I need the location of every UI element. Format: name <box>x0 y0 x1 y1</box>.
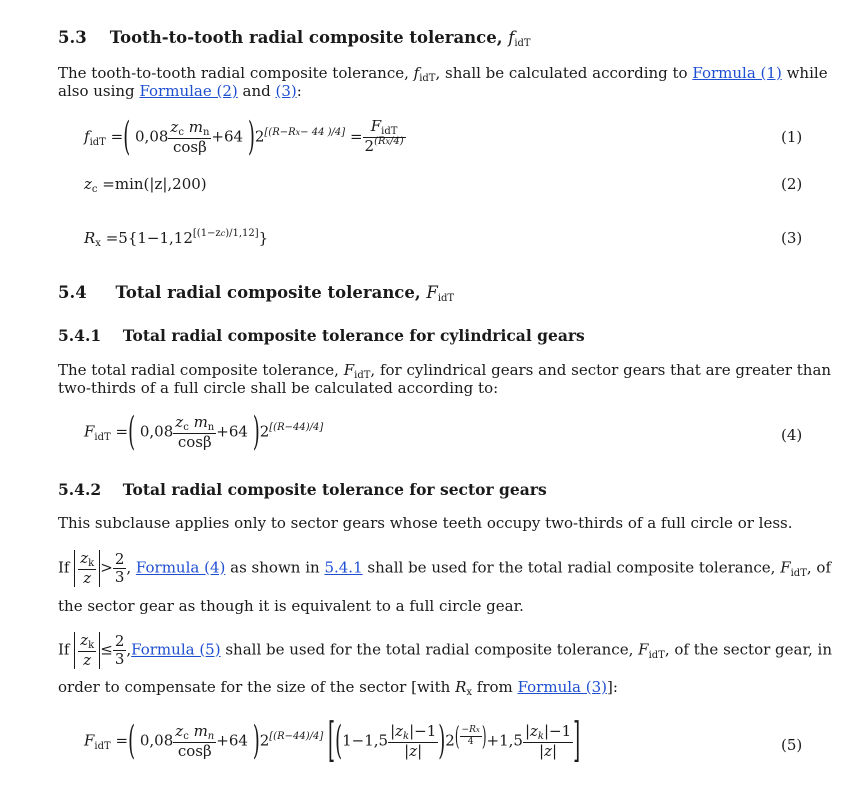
eq-sign: = <box>110 127 124 146</box>
base-two: 2 <box>259 731 270 750</box>
text: , of <box>806 558 832 577</box>
condition-2-line1 <box>58 632 832 669</box>
exponent: [(R−R <box>264 126 296 138</box>
bracket-open: [ <box>328 714 336 769</box>
operator: ≤ <box>100 640 113 659</box>
symbol-sub: idT <box>437 293 455 304</box>
fraction <box>173 414 216 451</box>
num2: m <box>188 722 208 740</box>
den: z <box>83 651 92 669</box>
text: from <box>476 678 513 696</box>
symbol: F <box>426 283 438 302</box>
eq-lhs-sub: idT <box>94 431 111 443</box>
symbol: R <box>455 678 467 696</box>
condition-1-line2: the sector gear as though it is equivalent to a full circle gear. <box>58 597 524 615</box>
text: shall be used for the total radial composite tolerance, <box>367 558 776 577</box>
symbol: f <box>413 64 420 82</box>
num2-sub: n <box>207 731 215 742</box>
symbol-sub: idT <box>354 370 371 381</box>
num2-sub: n <box>207 422 215 433</box>
condition-2-line2 <box>58 678 618 699</box>
formula-3-link[interactable]: (3) <box>275 82 297 100</box>
symbol-sub: idT <box>419 73 436 84</box>
eq-lhs: F <box>84 731 95 750</box>
paren-open-inner: ( <box>335 718 343 765</box>
base-two-inner: 2 <box>445 731 455 750</box>
fraction-inner2 <box>523 723 573 760</box>
text: also using <box>58 82 135 100</box>
text: , shall be calculated according to <box>435 64 688 82</box>
num2: |−1 <box>409 722 437 740</box>
symbol: F <box>638 640 649 659</box>
exponent: [(1−z <box>192 228 221 239</box>
paren-open: ( <box>123 114 131 161</box>
num: 2 <box>114 632 125 650</box>
num: 2 <box>114 550 125 568</box>
rnum-sub: idT <box>381 126 398 137</box>
text: and <box>242 82 271 100</box>
equation-3 <box>84 229 268 247</box>
num: z <box>175 413 184 431</box>
section-number: 5.4.1 <box>58 326 102 345</box>
text: shall be used for the total radial composite tolerance, <box>225 640 634 659</box>
eq-lhs-sub: x <box>95 238 101 249</box>
plus: +64 <box>211 127 244 146</box>
rden-exp-sub: x <box>385 137 391 146</box>
formula-2-link[interactable]: Formulae (2) <box>139 82 238 100</box>
den: |z| <box>404 742 423 760</box>
eq-lhs-sub: idT <box>89 136 106 148</box>
den: 3 <box>114 650 125 668</box>
fraction-inner <box>388 723 438 760</box>
equation-4-number: (4) <box>781 426 803 444</box>
rden-exp2: /4) <box>390 136 404 147</box>
eq-rhs: =5{1−1,12 <box>105 229 193 247</box>
eq-lhs-sub: c <box>91 184 98 195</box>
num-sub: c <box>183 422 189 433</box>
section-5-3-heading <box>58 28 531 47</box>
fraction <box>113 551 127 586</box>
num: z <box>175 722 184 740</box>
num: −R <box>461 724 476 735</box>
exponent-sub: c <box>220 229 226 238</box>
num2-sub: n <box>202 127 210 138</box>
num: |z <box>390 722 404 740</box>
num-sub: k <box>537 731 544 742</box>
formula-4-link[interactable]: Formula (4) <box>135 558 226 577</box>
section-title: Tooth-to-tooth radial composite tolerance, <box>109 28 503 47</box>
num: z <box>170 118 179 136</box>
equation-5-number: (5) <box>781 736 803 754</box>
text: If <box>58 558 70 577</box>
den: z <box>83 569 92 587</box>
equation-5 <box>84 714 581 769</box>
section-title: Total radial composite tolerance for sector gears <box>122 480 547 499</box>
section-number: 5.4.2 <box>58 480 102 499</box>
num-sub: k <box>88 558 95 569</box>
exponent-sub: x <box>295 127 301 137</box>
den: 4 <box>467 736 474 747</box>
num2: m <box>183 118 203 136</box>
eq-lhs: F <box>84 422 95 441</box>
equation-1 <box>84 114 406 161</box>
base-two: 2 <box>259 422 270 441</box>
bracket-close: ] <box>573 714 581 769</box>
rnum: F <box>370 117 382 135</box>
section-number: 5.3 <box>58 28 87 47</box>
num-sub: c <box>178 127 184 138</box>
den: cosβ <box>177 433 212 451</box>
text: The total radial composite tolerance, <box>58 361 339 379</box>
symbol: F <box>343 361 355 379</box>
coef: 0,08 <box>139 422 174 441</box>
eq-sign: = <box>115 422 129 441</box>
den: 3 <box>114 568 125 586</box>
eq-lhs: f <box>84 127 90 146</box>
fraction-right <box>363 118 406 157</box>
paren-open: ( <box>128 409 136 456</box>
fraction <box>173 723 216 760</box>
symbol: f <box>508 28 515 47</box>
eq-lhs: R <box>84 229 96 247</box>
equation-3-number: (3) <box>781 229 803 247</box>
rden-exp: (R <box>374 136 386 147</box>
text: If <box>58 640 70 659</box>
paren-exp-close: ) <box>481 720 487 752</box>
fraction-exp <box>460 725 482 748</box>
num2: m <box>188 413 208 431</box>
num: z <box>80 549 89 567</box>
paren-close: ) <box>252 409 260 456</box>
equation-4 <box>84 409 324 456</box>
exponent2: − 44 )/4] <box>300 126 346 138</box>
fraction <box>168 119 211 156</box>
section-5-4-1-heading <box>58 326 585 345</box>
exponent2: )/1,12] <box>225 228 259 239</box>
paren-exp-open: ( <box>454 720 460 752</box>
section-title: Total radial composite tolerance for cylindrical gears <box>122 326 585 345</box>
paren-close: ) <box>252 718 260 765</box>
eq-rhs: =min(|z|,200) <box>102 175 207 193</box>
text: , of the sector gear, in <box>664 640 832 659</box>
section-5-4-1-link[interactable]: 5.4.1 <box>324 558 363 577</box>
num: |z <box>524 722 538 740</box>
condition-1-line1 <box>58 550 831 587</box>
text: ]: <box>607 678 618 696</box>
num-sub: k <box>88 640 95 651</box>
symbol-sub: x <box>466 687 473 698</box>
text: order to compensate for the size of the sector [with <box>58 678 451 696</box>
paragraph-5-4-2-intro: This subclause applies only to sector gears whose teeth occupy two-thirds of a full circle or less. <box>58 514 793 532</box>
num2: |−1 <box>543 722 572 740</box>
den: |z| <box>539 742 558 760</box>
coef: 0,08 <box>135 127 169 146</box>
num-sub: k <box>403 731 410 742</box>
rden: 2 <box>364 137 375 155</box>
paren-close: ) <box>247 114 255 161</box>
text: , <box>126 558 132 577</box>
equation-1-number: (1) <box>781 128 803 146</box>
coef: 0,08 <box>139 731 174 750</box>
abs-fraction <box>74 632 100 669</box>
num: z <box>80 631 89 649</box>
paragraph-5-4-1-line2: two-thirds of a full circle shall be calculated according to: <box>58 379 499 397</box>
formula-3-link[interactable]: Formula (3) <box>517 678 607 696</box>
symbol-sub: idT <box>514 38 531 49</box>
text: , <box>126 640 132 659</box>
text: : <box>296 82 302 100</box>
exponent: [(R−44)/4] <box>269 730 324 742</box>
one-minus: 1−1,5 <box>342 731 389 750</box>
section-5-4-2-heading <box>58 480 547 499</box>
equation-2 <box>84 175 207 193</box>
base-two: 2 <box>254 127 265 146</box>
operator: > <box>100 558 113 577</box>
brace-close: } <box>258 229 269 247</box>
formula-1-link[interactable]: Formula (1) <box>692 64 782 82</box>
plus: +64 <box>216 422 248 441</box>
num-sub: x <box>475 725 480 734</box>
section-title: Total radial composite tolerance, <box>115 283 421 302</box>
section-5-4-heading <box>58 283 454 302</box>
text: while <box>786 64 828 82</box>
paren-open: ( <box>128 718 136 765</box>
text: as shown in <box>230 558 320 577</box>
paragraph-5-3-line2 <box>58 82 302 101</box>
equation-2-number: (2) <box>781 175 803 193</box>
eq-sign: = <box>115 731 129 750</box>
plus: +64 <box>216 731 248 750</box>
num-sub: c <box>183 731 189 742</box>
symbol: F <box>780 558 791 577</box>
eq-sign2: = <box>349 127 363 146</box>
paren-close-inner: ) <box>438 718 446 765</box>
eq-lhs-sub: idT <box>94 740 111 752</box>
symbol-sub: idT <box>648 649 665 661</box>
den: cosβ <box>173 138 207 156</box>
formula-5-link[interactable]: Formula (5) <box>131 640 221 659</box>
exponent: [(R−44)/4] <box>269 421 324 433</box>
text: , for cylindrical gears and sector gears that are greater than <box>370 361 832 379</box>
text: The tooth-to-tooth radial composite tolerance, <box>58 64 409 82</box>
eq-lhs: z <box>84 175 92 193</box>
section-number: 5.4 <box>58 283 87 302</box>
abs-fraction <box>74 550 100 587</box>
symbol-sub: idT <box>790 567 807 579</box>
den: cosβ <box>177 742 212 760</box>
plus2: +1,5 <box>486 731 523 750</box>
fraction <box>113 633 127 668</box>
